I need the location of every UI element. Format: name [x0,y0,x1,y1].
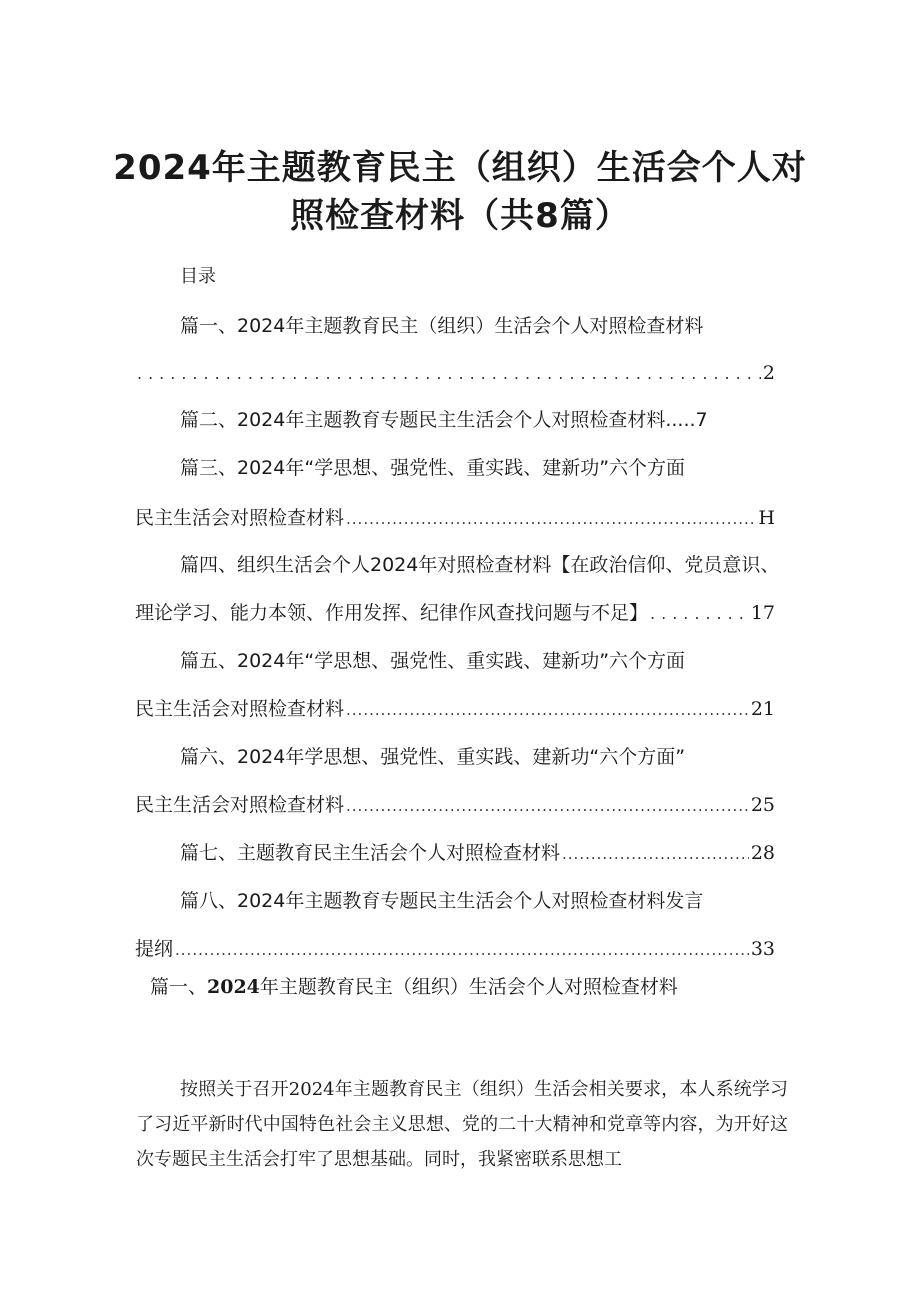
toc-item-1-page: 2 [762,362,775,384]
toc-leader-dots [137,361,761,387]
toc-item-1-line-1[interactable]: 篇一、2024年主题教育民主（组织）生活会个人对照检查材料 [180,315,704,337]
toc-item-4-line-1[interactable]: 篇四、组织生活会个人2024年对照检查材料【在政治信仰、党员意识、 [180,554,780,576]
toc-leader-dots [175,937,749,963]
toc-leader-dots [346,506,756,532]
toc-item-4-page: 17 [750,602,775,624]
document-title-line-2: 照检查材料（共8篇） [290,196,630,236]
section-heading-year: 2024 [207,976,260,998]
toc-item-8-line-1[interactable]: 篇八、2024年主题教育专题民主生活会个人对照检查材料发言 [180,890,704,912]
toc-item-8-line-2[interactable] [135,936,775,963]
toc-item-5-line-1[interactable]: 篇五、2024年“学思想、强党性、重实践、建新功”六个方面 [180,650,686,672]
toc-item-5-page: 21 [750,698,775,720]
toc-item-4-line-2[interactable] [135,600,775,627]
toc-item-8-page: 33 [750,938,775,960]
toc-leader-dots [650,601,749,627]
toc-item-6-page: 25 [750,794,775,816]
toc-item-8-text: 提纲 [135,938,174,960]
toc-item-6-text: 民主生活会对照检查材料 [135,794,345,816]
section-heading [150,972,678,999]
toc-item-3-line-2[interactable] [135,505,775,532]
toc-heading: 目录 [180,266,216,287]
section-heading-text: 年主题教育民主（组织）生活会个人对照检查材料 [259,976,678,998]
toc-item-5-text: 民主生活会对照检查材料 [135,698,345,720]
toc-item-6-line-1[interactable]: 篇六、2024年学思想、强党性、重实践、建新功“六个方面” [180,746,686,768]
section-heading-prefix: 篇一、 [150,976,208,998]
toc-item-3-text: 民主生活会对照检查材料 [135,507,345,529]
document-title-line-1: 2024年主题教育民主（组织）生活会个人对 [113,148,807,188]
toc-leader-dots [346,793,749,819]
toc-item-2-line-1[interactable]: 篇二、2024年主题教育专题民主生活会个人对照检查材料.....7 [180,409,708,431]
toc-item-3-page: H [758,507,775,529]
toc-item-5-line-2[interactable] [135,696,775,723]
toc-item-6-line-2[interactable] [135,792,775,819]
toc-item-1-line-2[interactable] [135,360,775,387]
body-paragraph: 按照关于召开2024年主题教育民主（组织）生活会相关要求，本人系统学习了习近平新时代中国特色社会主义思想、党的二十大精神和党章等内容，为开好这次专题民主生活会打牢了思想基础。同时，我紧密联系思想工 [136,1079,788,1170]
toc-item-3-line-1[interactable]: 篇三、2024年“学思想、强党性、重实践、建新功”六个方面 [180,457,686,479]
toc-item-7-text: 篇七、主题教育民主生活会个人对照检查材料 [180,842,561,864]
toc-leader-dots [562,841,749,867]
toc-item-7-page: 28 [750,842,775,864]
toc-item-7-line-1[interactable] [180,840,775,867]
toc-leader-dots [346,697,749,723]
toc-item-4-text: 理论学习、能力本领、作用发挥、纪律作风查找问题与不足】 [135,602,649,624]
